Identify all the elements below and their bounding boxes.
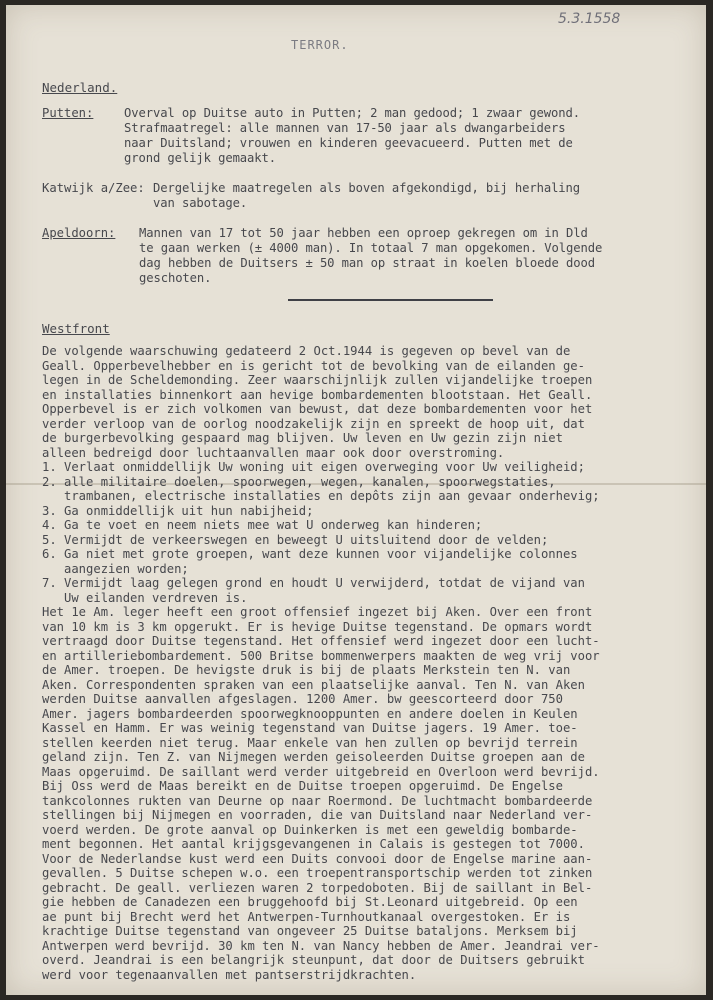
section-divider xyxy=(288,299,493,301)
report-line: 7. Vermijdt laag gelegen grond en houdt U verwijderd, totdat de vijand van xyxy=(42,576,585,590)
report-line: ae punt bij Brecht werd het Antwerpen-Turnhoutkanaal overgestoken. Er is xyxy=(42,909,571,924)
entry-line: Mannen van 17 tot 50 jaar hebben een oproep gekregen om in Dld xyxy=(139,226,588,240)
report-line: 3. Ga onmiddellijk uit hun nabijheid; xyxy=(42,503,314,518)
report-line: 2. alle militaire doelen, spoorwegen, wegen, kanalen, spoorwegstaties, xyxy=(42,474,556,489)
report-line: vertraagd door Duitse tegenstand. Het offensief werd ingezet door een lucht- xyxy=(42,634,600,648)
report-line: stellingen bij Nijmegen en voorraden, die van Duitsland naar Nederland ver- xyxy=(42,808,593,822)
report-line: Voor de Nederlandse kust werd een Duits convooi door de Engelse marine aan- xyxy=(42,851,593,866)
report-line: en artilleriebombardement. 500 Britse bommenwerpers maakten de weg vrij voor xyxy=(42,648,600,663)
report-line: en installaties binnenkort aan hevige bombardementen blootstaan. Het Geall. xyxy=(42,387,593,402)
document-page xyxy=(6,5,706,995)
report-line: gebracht. De geall. verliezen waren 2 torpedoboten. Bij de saillant in Bel- xyxy=(42,880,593,895)
report-line: Het 1e Am. leger heeft een groot offensief ingezet bij Aken. Over een front xyxy=(42,605,593,619)
westfront-report xyxy=(42,344,692,982)
entry-line: te gaan werken (± 4000 man). In totaal 7 man opgekomen. Volgende xyxy=(139,241,603,255)
report-line: ment begonnen. Het aantal krijgsgevangenen in Calais is gestegen tot 7000. xyxy=(42,837,585,851)
report-line: geland zijn. Ten Z. van Nijmegen werden geisoleerden Duitse groepen aan de xyxy=(42,750,585,764)
entry-label-putten: Putten: xyxy=(42,106,94,120)
entry-line: geschoten. xyxy=(139,271,212,285)
entry-line: Overval op Duitse auto in Putten; 2 man gedood; 1 zwaar gewond. xyxy=(124,106,580,120)
report-line: Opperbevel is er zich volkomen van bewust, dat deze bombardementen voor het xyxy=(42,402,593,416)
entry-line: Strafmaatregel: alle mannen van 17-50 jaar als dwangarbeiders xyxy=(124,121,566,135)
report-line: 4. Ga te voet en neem niets mee wat U onderweg kan hinderen; xyxy=(42,518,483,532)
report-line: werden Duitse aanvallen afgeslagen. 1200 Amer. bw geescorteerd door 750 xyxy=(42,692,563,706)
section-heading-westfront: Westfront xyxy=(42,321,110,336)
report-line: tankcolonnes rukten van Deurne op naar Roermond. De luchtmacht bombardeerde xyxy=(42,793,593,808)
report-line: verder verloop van de oorlog noodzakelijk zijn en spreekt de hoop uit, dat xyxy=(42,416,585,431)
entry-line: grond gelijk gemaakt. xyxy=(124,151,276,165)
report-line: van 10 km is 3 km opgerukt. Er is hevige Duitse tegenstand. De opmars wordt xyxy=(42,619,593,634)
entry-label-katwijk: Katwijk a/Zee: xyxy=(42,181,145,195)
report-line: aangezien worden; xyxy=(42,561,189,576)
report-line: Maas opgeruimd. De saillant werd verder uitgebreid en Overloon werd bevrijd. xyxy=(42,764,600,779)
section-heading-nederland: Nederland. xyxy=(42,80,118,95)
report-line: de Amer. troepen. De hevigste druk is bij de plaats Merkstein ten N. van xyxy=(42,663,571,677)
report-line: gevallen. 5 Duitse schepen w.o. een troepentransportschip werden tot zinken xyxy=(42,866,593,880)
report-line: de burgerbevolking gespaard mag blijven. Uw leven en Uw gezin zijn niet xyxy=(42,431,563,445)
report-line: 1. Verlaat onmiddellijk Uw woning uit eigen overweging voor Uw veiligheid; xyxy=(42,460,585,474)
report-line: trambanen, electrische installaties en depôts zijn aan gevaar onderhevig; xyxy=(42,489,600,503)
report-line: voerd werden. De grote aanval op Duinkerken is met een geweldig bombarde- xyxy=(42,822,578,837)
entry-label-apeldoorn: Apeldoorn: xyxy=(42,226,116,240)
report-line: Aken. Correspondenten spraken van een plaatselijke aanval. Ten N. van Aken xyxy=(42,677,585,692)
report-line: 6. Ga niet met grote groepen, want deze kunnen voor vijandelijke colonnes xyxy=(42,547,578,561)
archive-reference-note: 5.3.1558 xyxy=(558,11,621,27)
report-line: alleen bedreigd door luchtaanvallen maar ook door overstroming. xyxy=(42,445,505,460)
report-line: Uw eilanden verdreven is. xyxy=(42,590,248,605)
report-line: gie hebben de Canadezen een bruggehoofd bij St.Leonard uitgebreid. Op een xyxy=(42,895,578,909)
report-line: Antwerpen werd bevrijd. 30 km ten N. van Nancy hebben de Amer. Jeandrai ver- xyxy=(42,938,600,953)
report-line: Amer. jagers bombardeerden spoorwegknooppunten en andere doelen in Keulen xyxy=(42,706,578,721)
report-line: 5. Vermijdt de verkeerswegen en beweegt U uitsluitend door de velden; xyxy=(42,532,549,547)
document-title: TERROR. xyxy=(291,38,349,52)
report-line: legen in de Scheldemonding. Zeer waarschijnlijk zullen vijandelijke troepen xyxy=(42,373,593,387)
entry-line: van sabotage. xyxy=(153,196,248,210)
entry-line: dag hebben de Duitsers ± 50 man op straat in koelen bloede dood xyxy=(139,256,595,270)
report-line: werd voor tegenaanvallen met pantserstrijdkrachten. xyxy=(42,967,417,982)
report-line: krachtige Duitse tegenstand van ongeveer 25 Duitse bataljons. Merksem bij xyxy=(42,924,578,938)
report-line: overd. Jeandrai is een belangrijk steunpunt, dat door de Duitsers gebruikt xyxy=(42,953,585,967)
entry-line: naar Duitsland; vrouwen en kinderen geevacueerd. Putten met de xyxy=(124,136,573,150)
report-line: De volgende waarschuwing gedateerd 2 Oct.1944 is gegeven op bevel van de xyxy=(42,344,571,358)
entry-line: Dergelijke maatregelen als boven afgekondigd, bij herhaling xyxy=(153,181,581,195)
report-line: Kassel en Hamm. Er was weinig tegenstand van Duitse jagers. 19 Amer. toe- xyxy=(42,721,578,735)
report-line: Bij Oss werd de Maas bereikt en de Duitse troepen opgeruimd. De Engelse xyxy=(42,779,563,793)
report-line: stellen keerden niet terug. Maar enkele van hen zullen op bevrijd terrein xyxy=(42,735,578,750)
report-line: Geall. Opperbevelhebber en is gericht tot de bevolking van de eilanden ge- xyxy=(42,358,585,373)
